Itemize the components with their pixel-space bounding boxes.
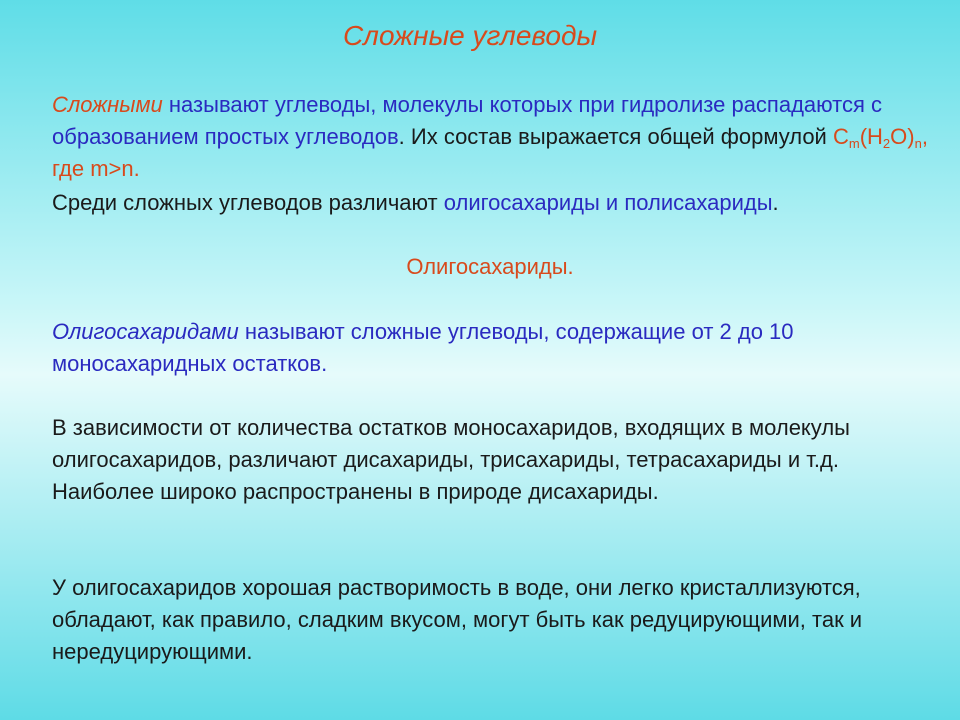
paragraph-definition <box>52 89 932 185</box>
paragraph-oligo-definition <box>52 316 932 380</box>
formula-condition: , где m>n. <box>52 124 928 181</box>
formula-sub-2: 2 <box>882 136 891 151</box>
types-list: олигосахариды и полисахариды <box>443 190 773 215</box>
types-end: . <box>772 190 779 215</box>
formula-c: C <box>832 124 849 149</box>
slide-title: Сложные углеводы <box>342 20 598 51</box>
formula-sub-m: m <box>848 136 860 151</box>
formula-h: (H <box>859 124 883 149</box>
term-complex: Сложными <box>52 92 163 117</box>
term-oligosaccharides: Олигосахаридами <box>52 319 239 344</box>
oligo-definition-text: называют сложные углеводы, содержащие от 2 до 10 моносахаридных остатков. <box>52 319 794 376</box>
formula-o: O) <box>890 124 915 149</box>
subheading-oligosaccharides: Олигосахариды. <box>406 254 574 279</box>
paragraph-tail: . Их состав выражается общей формулой <box>398 124 833 149</box>
types-lead: Среди сложных углеводов различают <box>52 190 444 215</box>
paragraph-properties: У олигосахаридов хорошая растворимость в воде, они легко кристаллизуются, обладают, как правило, сладким вкусом, могут быть как редуцирующими, так и нередуцирующими. <box>52 575 863 664</box>
paragraph-types <box>52 187 932 219</box>
paragraph-classification: В зависимости от количества остатков моносахаридов, входящих в молекулы олигосахаридов, различают дисахариды, трисахариды, тетрасахариды и т.д. Наиболее широко распространены в природе дисахариды. <box>52 415 850 504</box>
formula-sub-n: n <box>914 136 922 151</box>
definition-text: называют углеводы, молекулы которых при гидролизе распадаются с образованием простых углеводов <box>52 92 883 149</box>
